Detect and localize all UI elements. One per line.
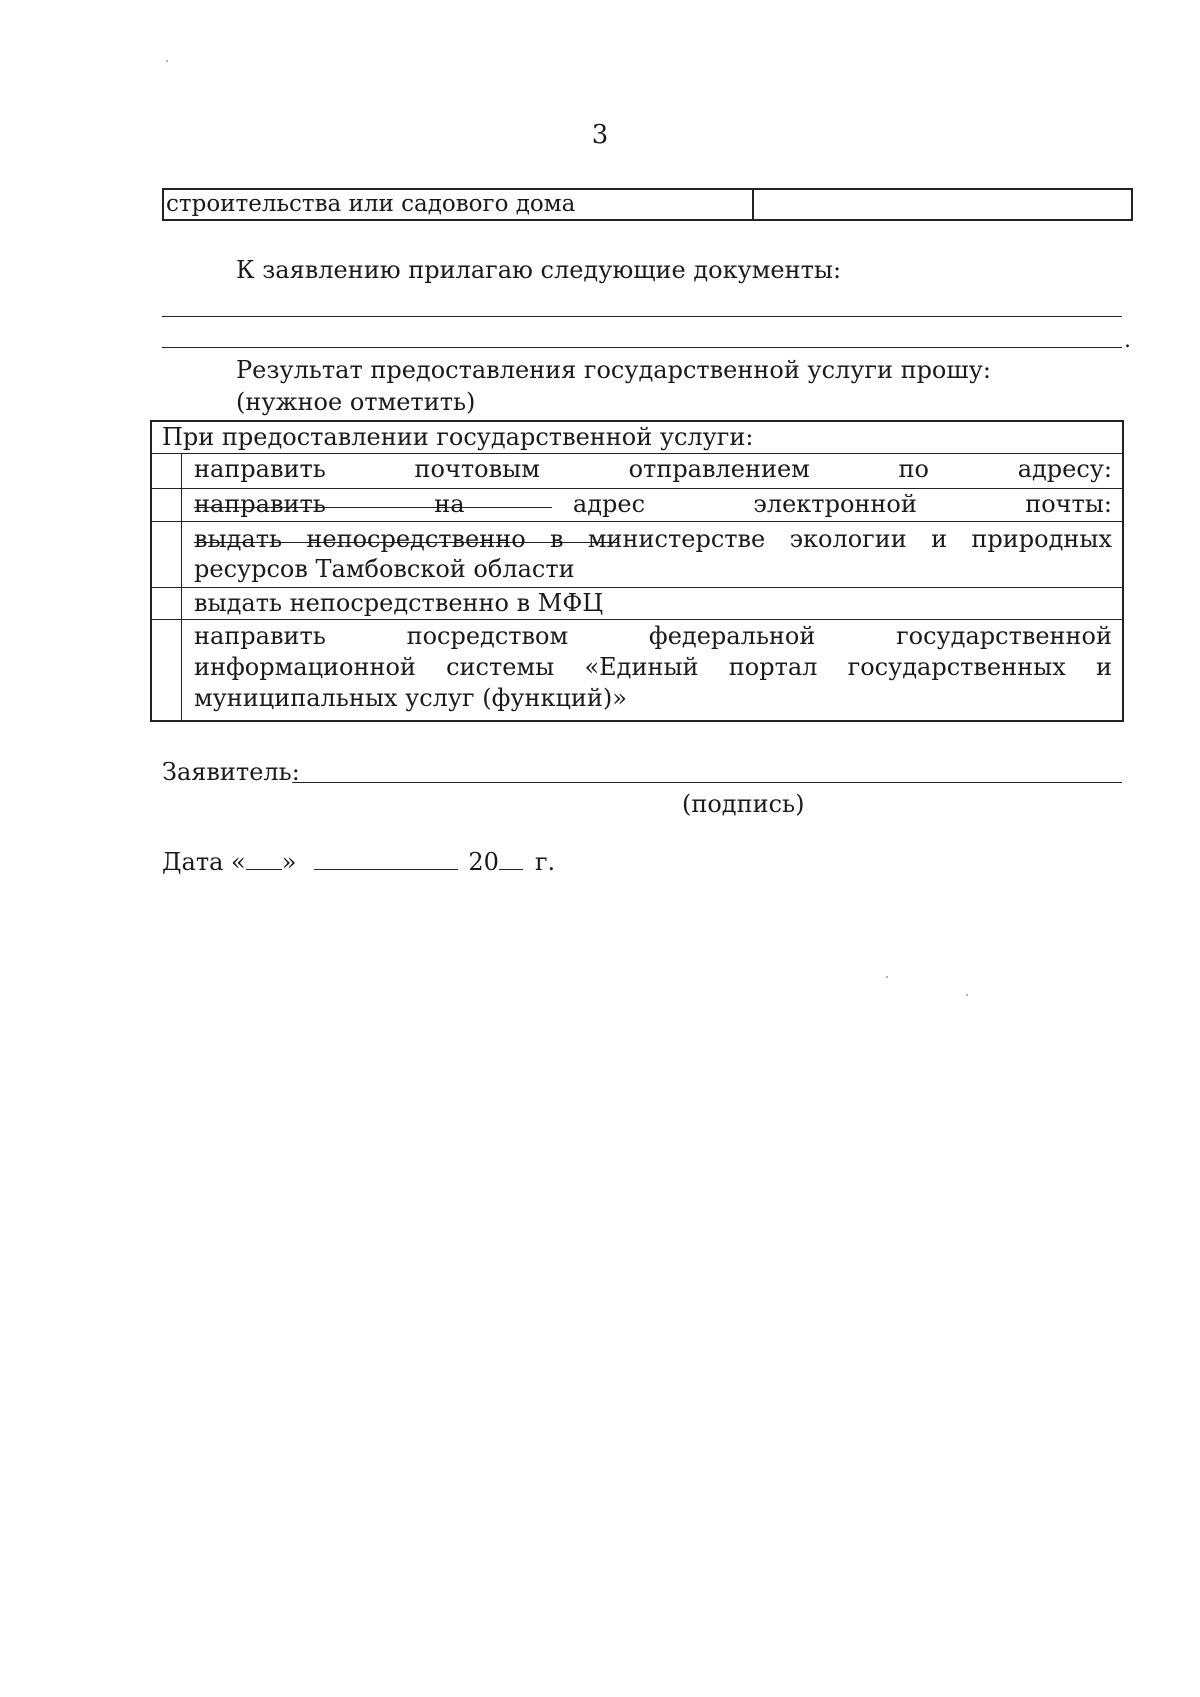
top-table-left-cell: строительства или садового дома <box>164 190 754 219</box>
applicant-label: Заявитель: <box>162 758 300 786</box>
delivery-options-table <box>150 420 1124 722</box>
date-year-prefix: 20 <box>468 848 499 876</box>
attachments-line-2 <box>162 347 1122 348</box>
option-text-ministry: выдать непосредственно в министерстве экологии и природных ресурсов Тамбовской области <box>194 525 1112 583</box>
attachments-line-1 <box>162 316 1122 317</box>
attachments-line-end-dot: . <box>1124 328 1131 353</box>
option-label-mail: направить почтовым отправлением по адресу: <box>194 455 1112 483</box>
signature-caption: (подпись) <box>682 790 805 818</box>
date-row <box>162 848 555 876</box>
result-label: Результат предоставления государственной услуги прошу: <box>236 356 991 384</box>
date-day-field[interactable] <box>246 849 282 870</box>
option-text-email <box>182 489 1122 521</box>
option-row-portal <box>152 620 1122 720</box>
scan-speck <box>966 994 968 996</box>
option-text-mfc: выдать непосредственно в МФЦ <box>194 589 604 617</box>
attachments-label: К заявлению прилагаю следующие документы: <box>236 256 842 284</box>
scan-speck <box>886 976 888 978</box>
option-row-mfc <box>152 588 1122 620</box>
date-year-field[interactable] <box>499 849 523 870</box>
result-note: (нужное отметить) <box>236 388 476 416</box>
option-checkbox-email[interactable] <box>152 489 182 521</box>
date-quote-close: » <box>281 848 297 876</box>
scan-speck <box>166 60 168 62</box>
page-number: 3 <box>591 120 609 150</box>
options-table-header: При предоставлении государственной услуги: <box>152 422 1122 454</box>
top-table <box>162 188 1133 221</box>
date-year-suffix: г. <box>534 848 556 876</box>
option-text-mail <box>182 454 1122 488</box>
option-text-portal: направить посредством федеральной государственной информационной системы «Единый портал государственных и муниципальных услуг (функций)» <box>194 622 1112 712</box>
date-month-field[interactable] <box>314 849 458 870</box>
date-label: Дата « <box>162 848 246 876</box>
option-checkbox-ministry[interactable] <box>152 522 182 587</box>
top-table-right-cell <box>754 190 1131 219</box>
option-checkbox-portal[interactable] <box>152 620 182 720</box>
option-checkbox-mail[interactable] <box>152 454 182 488</box>
applicant-signature-line[interactable] <box>292 782 1122 783</box>
option-label-email: направить на адрес электронной почты: <box>194 490 1112 518</box>
option-checkbox-mfc[interactable] <box>152 588 182 619</box>
option-row-mail <box>152 454 1122 489</box>
option-row-email <box>152 489 1122 522</box>
option-row-ministry <box>152 522 1122 588</box>
